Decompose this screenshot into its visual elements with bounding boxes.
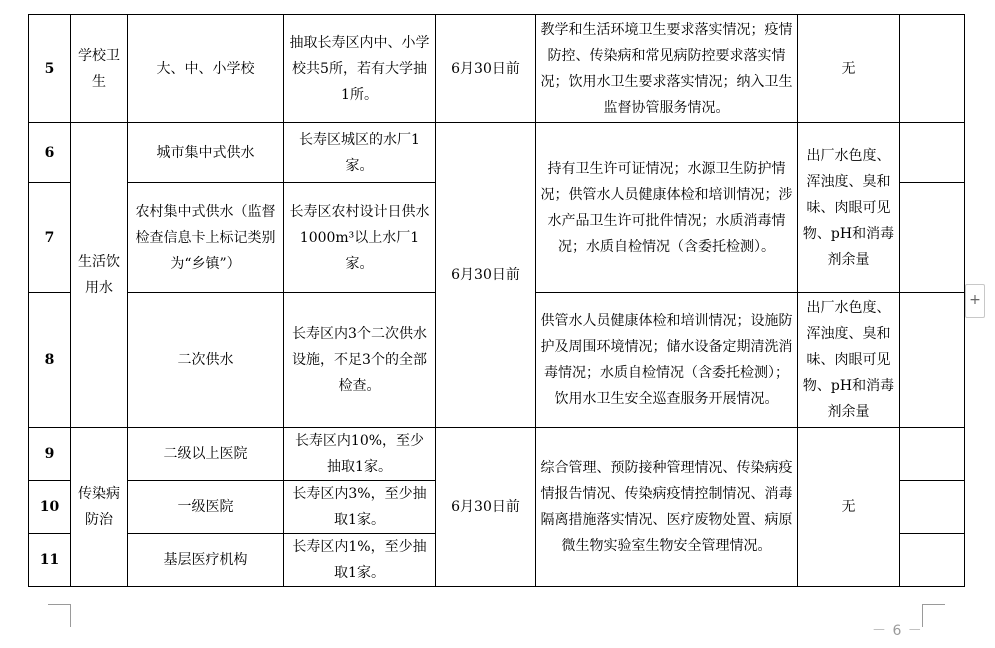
remark-cell — [900, 534, 965, 587]
inspection-table — [28, 14, 965, 587]
table-row — [29, 15, 965, 123]
crop-mark-right — [922, 604, 945, 627]
scope-cell: 长寿区城区的水厂1家。 — [284, 123, 436, 183]
deadline-cell: 6月30日前 — [436, 428, 536, 587]
table-row — [29, 123, 965, 183]
remark-cell — [900, 123, 965, 183]
remark-cell — [900, 428, 965, 481]
scope-cell: 长寿区内1%，至少抽取1家。 — [284, 534, 436, 587]
testing-cell: 出厂水色度、浑浊度、臭和味、肉眼可见物、pH和消毒剂余量 — [798, 123, 900, 293]
content-cell: 综合管理、预防接种管理情况、传染病疫情报告情况、传染病疫情控制情况、消毒隔离措施落实情况、医疗废物处置、病原微生物实验室生物安全管理情况。 — [536, 428, 798, 587]
category-cell: 学校卫生 — [71, 15, 128, 123]
object-cell: 城市集中式供水 — [128, 123, 284, 183]
scope-cell: 长寿区内3%，至少抽取1家。 — [284, 481, 436, 534]
remark-cell — [900, 183, 965, 293]
object-cell: 二次供水 — [128, 293, 284, 428]
page-number: － 6 － — [872, 623, 923, 639]
testing-cell: 无 — [798, 15, 900, 123]
scope-cell: 抽取长寿区内中、小学校共5所，若有大学抽1所。 — [284, 15, 436, 123]
testing-cell: 无 — [798, 428, 900, 587]
object-cell: 大、中、小学校 — [128, 15, 284, 123]
scope-cell: 长寿区内3个二次供水设施，不足3个的全部检查。 — [284, 293, 436, 428]
object-cell: 一级医院 — [128, 481, 284, 534]
object-cell: 农村集中式供水（监督检查信息卡上标记类别为“乡镇”） — [128, 183, 284, 293]
deadline-cell: 6月30日前 — [436, 15, 536, 123]
object-cell: 二级以上医院 — [128, 428, 284, 481]
content-cell: 供管水人员健康体检和培训情况；设施防护及周围环境情况；储水设备定期清洗消毒情况；水质自检情况（含委托检测）；饮用水卫生安全巡查服务开展情况。 — [536, 293, 798, 428]
crop-mark-left — [48, 604, 71, 627]
row-number: 7 — [29, 183, 71, 293]
category-cell: 生活饮用水 — [71, 123, 128, 428]
object-cell: 基层医疗机构 — [128, 534, 284, 587]
row-number: 9 — [29, 428, 71, 481]
row-number: 5 — [29, 15, 71, 123]
testing-cell: 出厂水色度、浑浊度、臭和味、肉眼可见物、pH和消毒剂余量 — [798, 293, 900, 428]
row-number: 8 — [29, 293, 71, 428]
row-number: 11 — [29, 534, 71, 587]
scope-cell: 长寿区内10%，至少抽取1家。 — [284, 428, 436, 481]
remark-cell — [900, 481, 965, 534]
content-cell: 持有卫生许可证情况；水源卫生防护情况；供管水人员健康体检和培训情况；涉水产品卫生许可批件情况；水质消毒情况；水质自检情况（含委托检测）。 — [536, 123, 798, 293]
deadline-cell: 6月30日前 — [436, 123, 536, 428]
remark-cell — [900, 293, 965, 428]
category-cell: 传染病防治 — [71, 428, 128, 587]
table-row — [29, 428, 965, 481]
expand-button[interactable]: + — [965, 284, 985, 318]
content-cell: 教学和生活环境卫生要求落实情况；疫情防控、传染病和常见病防控要求落实情况；饮用水卫生要求落实情况；纳入卫生监督协管服务情况。 — [536, 15, 798, 123]
scope-cell: 长寿区农村设计日供水1000m³以上水厂1家。 — [284, 183, 436, 293]
row-number: 6 — [29, 123, 71, 183]
row-number: 10 — [29, 481, 71, 534]
remark-cell — [900, 15, 965, 123]
